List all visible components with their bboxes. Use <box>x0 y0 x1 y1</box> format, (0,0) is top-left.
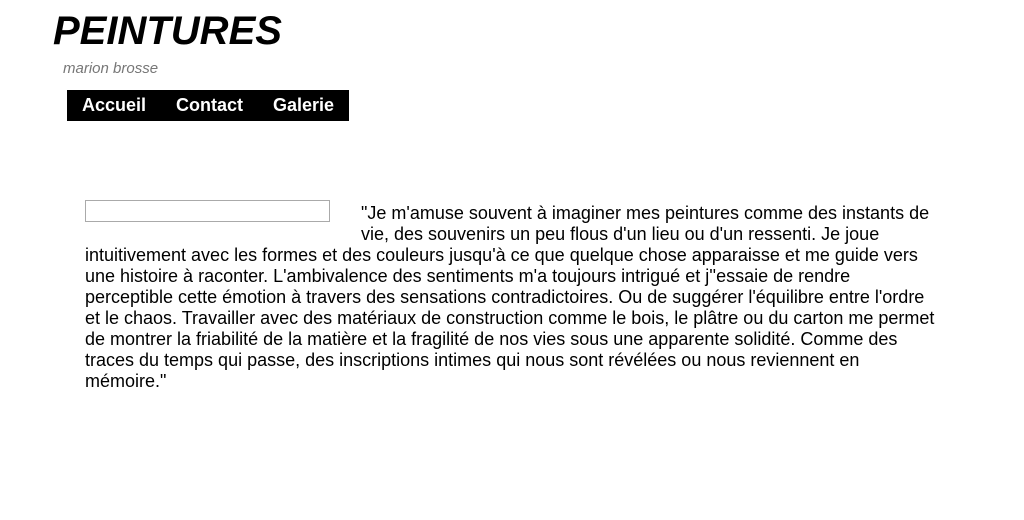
nav-item-galerie[interactable]: Galerie <box>273 95 335 115</box>
nav-item-contact[interactable]: Contact <box>176 95 244 115</box>
main-nav <box>67 90 349 121</box>
site-title: PEINTURES <box>53 9 282 53</box>
nav-item-accueil[interactable]: Accueil <box>82 95 147 115</box>
main-content <box>85 203 939 392</box>
site-subtitle: marion brosse <box>63 60 159 77</box>
artist-quote: "Je m'amuse souvent à imaginer mes peintures comme des instants de vie, des souvenirs un peu flous d'un lieu ou d'un ressenti. Je joue intuitivement avec les formes et des couleurs jusqu'à ce que quelque chose apparaisse et me guide vers une histoire à raconter. L'ambivalence des sentiments m'a toujours intrigué et j''essaie de rendre perceptible cette émotion à travers des sensations contradictoires. Ou de suggérer l'équilibre entre l'ordre et le chaos. Travailler avec des matériaux de construction comme le bois, le plâtre ou du carton me permet de montrer la friabilité de la matière et la fragilité de nos vies sous une apparente solidité. Comme des traces du temps qui passe, des inscriptions intimes qui nous sont révélées ou nous reviennent en mémoire." <box>85 203 935 391</box>
painting-image-placeholder <box>85 200 330 222</box>
